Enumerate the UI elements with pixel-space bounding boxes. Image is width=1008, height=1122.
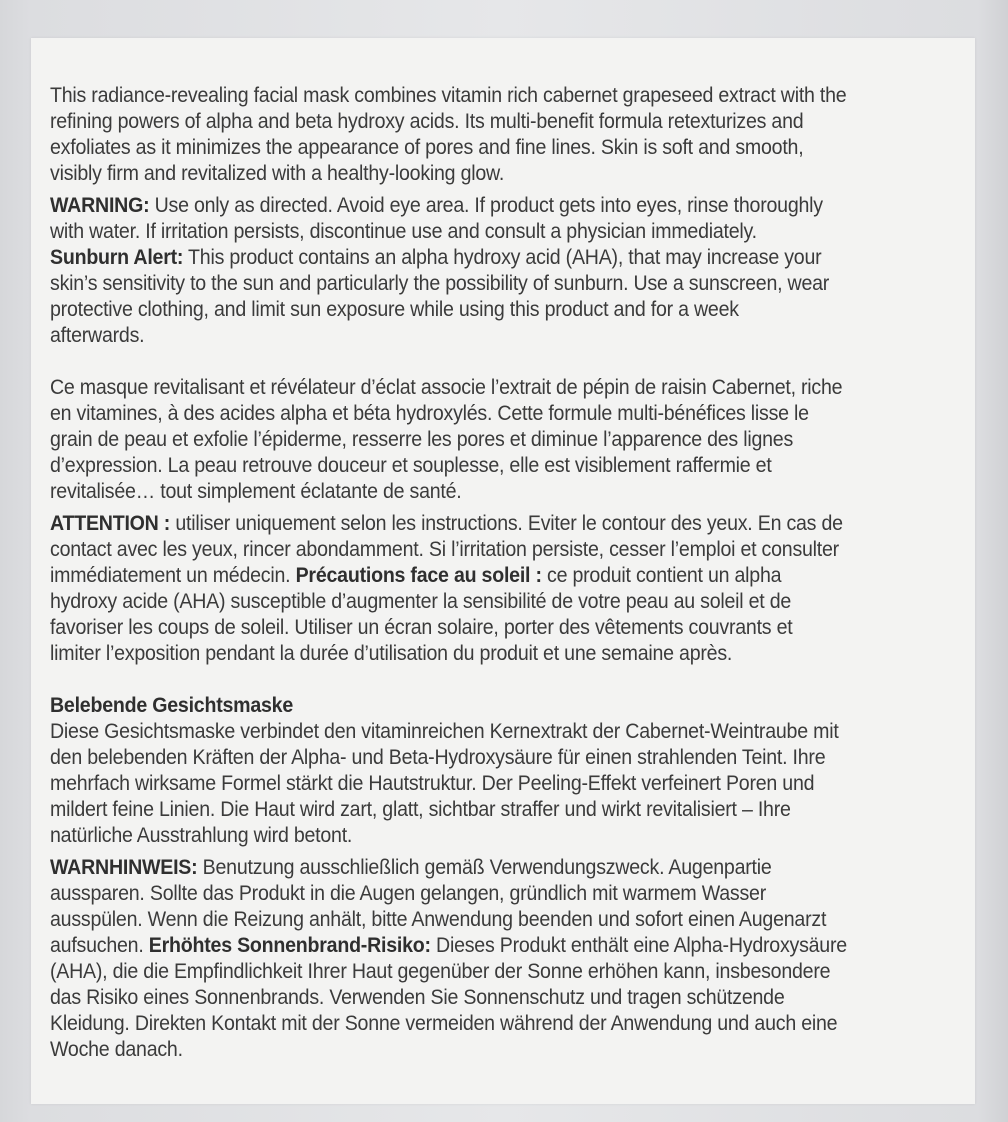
text-line: Diese Gesichtsmaske verbindet den vitaminreichen Kernextrakt der Cabernet-Weintraube mit [50, 719, 839, 743]
text-line: visibly firm and revitalized with a healthy-looking glow. [50, 161, 505, 185]
french-description [50, 374, 956, 504]
english-description [50, 82, 956, 186]
french-attention [50, 510, 956, 666]
soleil-label: Précautions face au soleil : [295, 563, 542, 587]
text-line: natürliche Ausstrahlung wird betont. [50, 823, 353, 847]
text-line: favoriser les coups de soleil. Utiliser un écran solaire, porter des vêtements couvrants et [50, 615, 793, 639]
text-line: grain de peau et exfolie l’épiderme, resserre les pores et diminue l’apparence des lignes [50, 427, 794, 451]
text-line: das Risiko eines Sonnenbrands. Verwenden Sie Sonnenschutz und tragen schützende [50, 985, 785, 1009]
text-line [50, 692, 956, 718]
text-line: protective clothing, and limit sun exposure while using this product and for a week [50, 297, 739, 321]
attention-label: ATTENTION : [50, 511, 171, 535]
text-line: Kleidung. Direkten Kontakt mit der Sonne vermeiden während der Anwendung und auch eine [50, 1011, 838, 1035]
text-line: ausspülen. Wenn die Reizung anhält, bitte Anwendung beenden und sofort einen Augenarzt [50, 907, 827, 931]
text-line: contact avec les yeux, rincer abondamment. Si l’irritation persiste, cesser l’emploi et consulter [50, 537, 839, 561]
text-line: with water. If irritation persists, discontinue use and consult a physician immediately. [50, 219, 757, 243]
text-line: afterwards. [50, 323, 145, 347]
text-line: refining powers of alpha and beta hydroxy acids. Its multi-benefit formula retexturizes and [50, 109, 804, 133]
text-line: mildert feine Linien. Die Haut wird zart, glatt, sichtbar straffer und wirkt revitalisiert – Ihre [50, 797, 791, 821]
text-line: aussparen. Sollte das Produkt in die Augen gelangen, gründlich mit warmem Wasser [50, 881, 767, 905]
text-line: revitalisée… tout simplement éclatante de santé. [50, 479, 462, 503]
text-line: Sunburn Alert: This product contains an alpha hydroxy acid (AHA), that may increase your [50, 245, 822, 269]
text-line: aufsuchen. Erhöhtes Sonnenbrand-Risiko: Dieses Produkt enthält eine Alpha-Hydroxysäure [50, 933, 847, 957]
text-line: Ce masque revitalisant et révélateur d’éclat associe l’extrait de pépin de raisin Cabernet, riche [50, 375, 843, 399]
label-panel [31, 38, 975, 1104]
text-line: WARNHINWEIS: Benutzung ausschließlich gemäß Verwendungszweck. Augenpartie [50, 855, 772, 879]
warnhinweis-label: WARNHINWEIS: [50, 855, 198, 879]
german-description [50, 692, 956, 848]
text-line: (AHA), die die Empfindlichkeit Ihrer Haut gegenüber der Sonne erhöhen kann, insbesondere [50, 959, 831, 983]
warning-label: WARNING: [50, 193, 150, 217]
label-text [50, 82, 896, 1062]
text-line: Woche danach. [50, 1037, 183, 1061]
text-line: skin’s sensitivity to the sun and particularly the possibility of sunburn. Use a sunscreen, wear [50, 271, 830, 295]
german-title: Belebende Gesichtsmaske [50, 693, 294, 717]
text-line: mehrfach wirksame Formel stärkt die Hautstruktur. Der Peeling-Effekt verfeinert Poren und [50, 771, 815, 795]
english-warning [50, 192, 956, 348]
text-line: hydroxy acide (AHA) susceptible d’augmenter la sensibilité de votre peau au soleil et de [50, 589, 792, 613]
text-line: limiter l’exposition pendant la durée d’utilisation du produit et une semaine après. [50, 641, 733, 665]
sunburn-alert-label: Sunburn Alert: [50, 245, 184, 269]
text-line: den belebenden Kräften der Alpha- und Beta-Hydroxysäure für einen strahlenden Teint. Ihre [50, 745, 826, 769]
text-line: ATTENTION : utiliser uniquement selon les instructions. Eviter le contour des yeux. En cas de [50, 511, 843, 535]
german-warning [50, 854, 956, 1062]
text-line: immédiatement un médecin. Précautions face au soleil : ce produit contient un alpha [50, 563, 782, 587]
text-line: en vitamines, à des acides alpha et béta hydroxylés. Cette formule multi-bénéfices lisse le [50, 401, 809, 425]
text-line: d’expression. La peau retrouve douceur et souplesse, elle est visiblement raffermie et [50, 453, 772, 477]
text-line: This radiance-revealing facial mask combines vitamin rich cabernet grapeseed extract with the [50, 83, 847, 107]
sonnenbrand-risiko-label: Erhöhtes Sonnenbrand-Risiko: [148, 933, 431, 957]
text-line: exfoliates as it minimizes the appearance of pores and fine lines. Skin is soft and smooth, [50, 135, 804, 159]
text-line: WARNING: Use only as directed. Avoid eye area. If product gets into eyes, rinse thoroughly [50, 193, 823, 217]
